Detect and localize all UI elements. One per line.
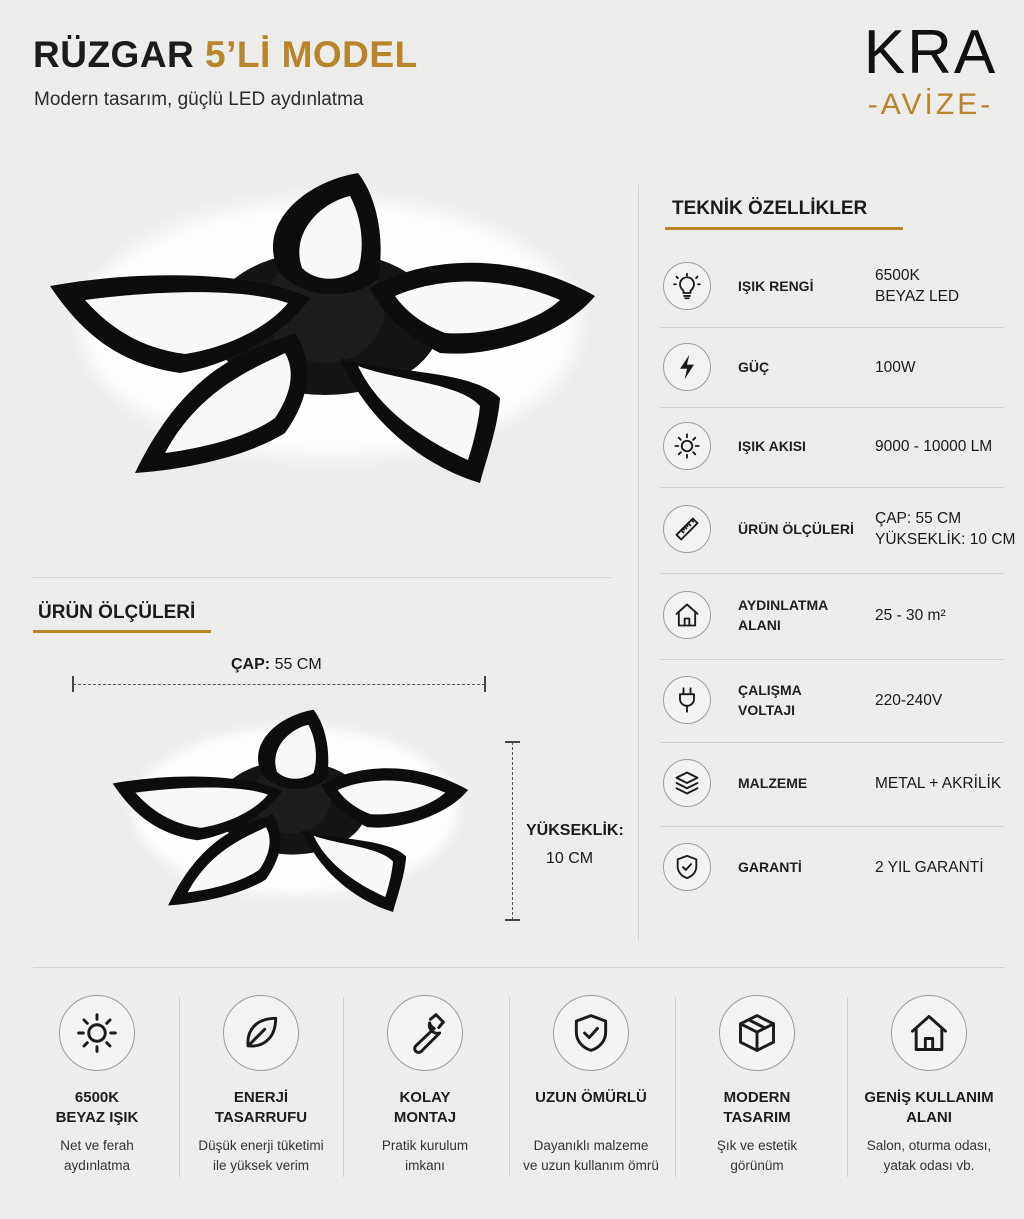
lightning-icon — [663, 343, 711, 391]
spec-label: GARANTİ — [738, 859, 802, 875]
feature-divider — [675, 997, 676, 1177]
sun-icon — [663, 422, 711, 470]
feature-title: KOLAY MONTAJ — [393, 1089, 457, 1126]
page-title — [33, 34, 418, 76]
feature-divider — [343, 997, 344, 1177]
title-accent: 5’Lİ MODEL — [205, 34, 418, 75]
spec-value: METAL + AKRİLİK — [875, 775, 1002, 792]
feature-title: UZUN ÖMÜRLÜ — [535, 1089, 647, 1106]
wrench-icon — [387, 995, 463, 1071]
features-divider — [33, 967, 1005, 968]
spec-label: ÇALIŞMA VOLTAJI — [738, 682, 802, 718]
feature-divider — [509, 997, 510, 1177]
diameter-line — [73, 684, 485, 685]
feature-description: Düşük enerji tüketimi ile yüksek verim — [198, 1138, 324, 1173]
feature-description: Salon, oturma odası, yatak odası vb. — [866, 1138, 992, 1173]
spec-row-divider — [660, 327, 1004, 328]
box-icon — [719, 995, 795, 1071]
specs-heading: TEKNİK ÖZELLİKLER — [672, 198, 868, 219]
brand-logo — [858, 18, 1003, 122]
spec-row — [660, 574, 1024, 660]
spec-value: 220-240V — [875, 692, 943, 709]
spec-value: 6500K BEYAZ LED — [875, 267, 960, 305]
dimensions-heading: ÜRÜN ÖLÇÜLERİ — [38, 602, 196, 623]
title-main: RÜZGAR — [33, 34, 206, 75]
feature-item — [180, 995, 342, 1176]
feature-item — [344, 995, 506, 1176]
spec-row — [660, 262, 1024, 328]
vertical-divider — [638, 185, 639, 940]
feature-item — [16, 995, 178, 1176]
lamp-image-main — [40, 158, 610, 503]
diameter-value: 55 CM — [274, 656, 322, 673]
dimensions-heading-underline — [33, 630, 211, 633]
ruler-icon — [663, 505, 711, 553]
feature-description: Dayanıklı malzeme ve uzun kullanım ömrü — [523, 1138, 659, 1173]
brand-name: KRA — [863, 18, 998, 87]
spec-row — [660, 488, 1024, 574]
diameter-tick-right — [484, 676, 486, 692]
feature-description: Şık ve estetik görünüm — [716, 1138, 798, 1173]
feature-item — [510, 995, 672, 1176]
house-icon — [891, 995, 967, 1071]
spec-row — [660, 827, 1024, 911]
page-subtitle: Modern tasarım, güçlü LED aydınlatma — [34, 89, 364, 110]
feature-divider — [847, 997, 848, 1177]
feature-description: Pratik kurulum imkanı — [381, 1138, 469, 1173]
lamp-image-dimensions — [72, 700, 512, 925]
height-label: YÜKSEKLİK: — [526, 822, 624, 839]
shield-check-icon — [663, 843, 711, 891]
height-line — [512, 742, 513, 920]
spec-label: IŞIK AKISI — [738, 438, 806, 454]
plug-icon — [663, 676, 711, 724]
feature-title: ENERJİ TASARRUFU — [214, 1089, 308, 1126]
diameter-label: ÇAP: — [231, 656, 271, 673]
feature-item — [848, 995, 1010, 1176]
sun-icon — [59, 995, 135, 1071]
section-divider — [33, 577, 611, 578]
bulb-icon — [663, 262, 711, 310]
leaf-icon — [223, 995, 299, 1071]
spec-value: ÇAP: 55 CM YÜKSEKLİK: 10 CM — [875, 510, 1016, 548]
feature-item — [676, 995, 838, 1176]
spec-label: GÜÇ — [738, 359, 770, 375]
spec-value: 25 - 30 m² — [875, 607, 946, 624]
feature-title: MODERN TASARIM — [723, 1089, 791, 1126]
spec-label: MALZEME — [738, 775, 808, 791]
spec-label: ÜRÜN ÖLÇÜLERİ — [738, 521, 854, 537]
house-icon — [663, 591, 711, 639]
feature-title: 6500K BEYAZ IŞIK — [55, 1089, 139, 1126]
spec-label: IŞIK RENGİ — [738, 278, 814, 294]
spec-label: AYDINLATMA ALANI — [738, 597, 829, 633]
spec-value: 100W — [875, 359, 916, 376]
height-tick-top — [505, 741, 520, 743]
diameter-tick-left — [72, 676, 74, 692]
feature-title: GENİŞ KULLANIM ALANI — [864, 1089, 994, 1126]
feature-description: Net ve ferah aydınlatma — [60, 1138, 134, 1173]
spec-row — [660, 330, 1024, 408]
feature-divider — [179, 997, 180, 1177]
brand-tagline: -AVİZE- — [867, 88, 994, 121]
spec-row — [660, 660, 1024, 743]
spec-value: 2 YIL GARANTİ — [875, 859, 984, 876]
shield-check-icon — [553, 995, 629, 1071]
spec-value: 9000 - 10000 LM — [875, 438, 993, 455]
spec-row — [660, 743, 1024, 827]
spec-row — [660, 408, 1024, 488]
height-value: 10 CM — [546, 850, 594, 867]
specs-heading-underline — [665, 227, 903, 230]
height-tick-bottom — [505, 919, 520, 921]
diameter-text — [231, 656, 322, 674]
layers-icon — [663, 759, 711, 807]
